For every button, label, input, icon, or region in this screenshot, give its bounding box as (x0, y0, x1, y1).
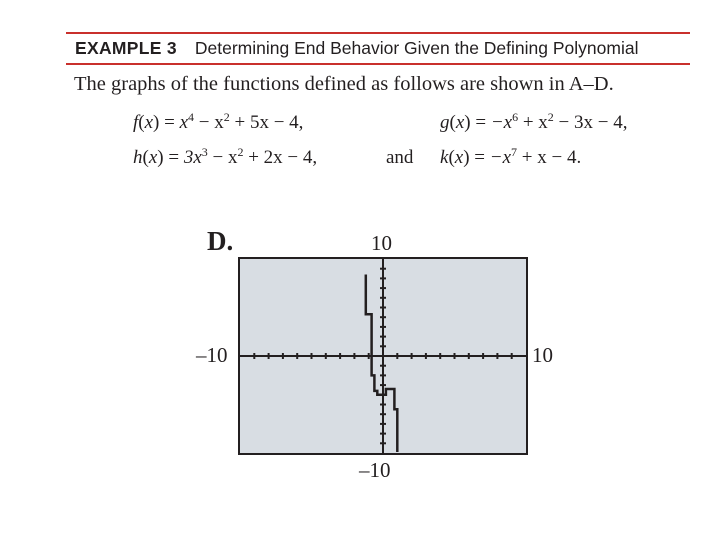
example-heading (75, 35, 638, 61)
heading-top-rule (66, 32, 690, 34)
equation-h: $h(x) = 3x^3 - x^2 + 2x - 4$, (133, 145, 318, 168)
equation-f: $f(x) = x^4 - x^2 + 5x - 4$, (133, 110, 304, 133)
intro-text: The graphs of the functions defined as follows are shown in A–D. (74, 73, 614, 95)
example-label: EXAMPLE 3 (75, 38, 177, 58)
example-title: Determining End Behavior Given the Defining Polynomial (194, 38, 639, 58)
x-max-label: 10 (532, 343, 553, 367)
calculator-screen (238, 257, 528, 455)
equation-and-word: and (386, 147, 414, 168)
y-min-label: –10 (359, 458, 391, 482)
graph-label: D. (207, 226, 234, 256)
heading-bottom-rule (66, 63, 690, 65)
equation-g: $g(x) = -x^6 + x^2 - 3x - 4$, (440, 110, 628, 133)
equation-k: $k(x) = -x^7 + x - 4$. (440, 145, 582, 168)
x-min-label: –10 (196, 343, 228, 367)
y-max-label: 10 (371, 231, 392, 255)
